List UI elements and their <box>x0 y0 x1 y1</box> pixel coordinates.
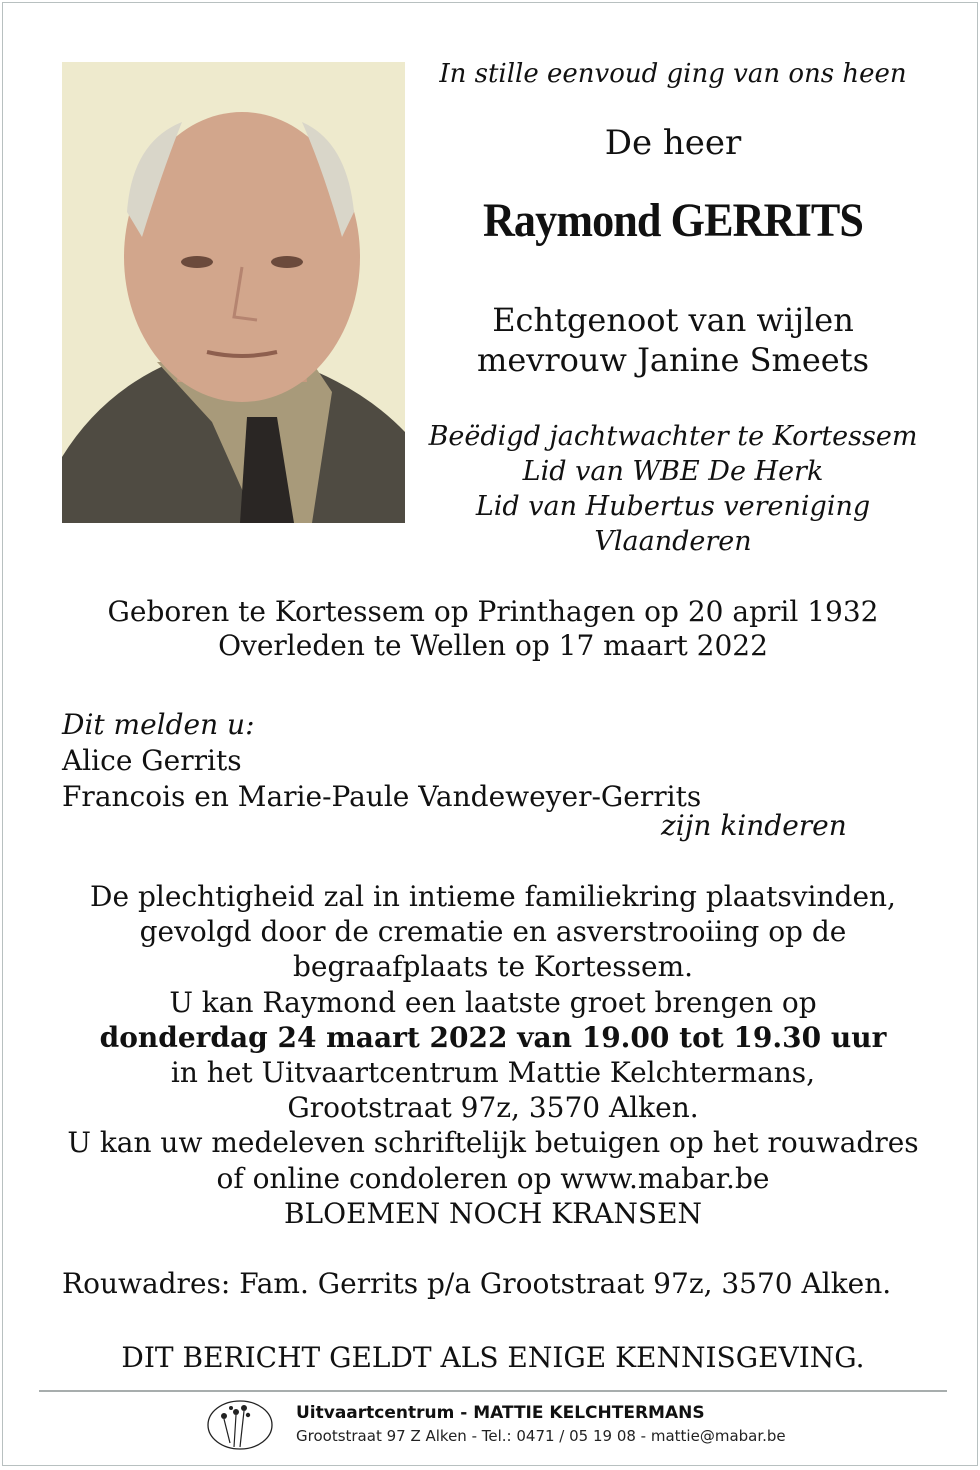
ceremony-line: Grootstraat 97z, 3570 Alken. <box>287 1091 699 1125</box>
birth-line: Geboren te Kortessem op Printhagen op 20 april 1932 <box>107 595 879 628</box>
honorific-title: De heer <box>604 123 742 163</box>
death-line: Overleden te Wellen op 17 maart 2022 <box>218 629 768 662</box>
role-item: Vlaanderen <box>594 526 752 557</box>
portrait-photo <box>62 62 405 523</box>
funeral-home-logo-icon <box>204 1397 276 1453</box>
announcer-name: Alice Gerrits <box>62 744 242 777</box>
ceremony-line: in het Uitvaartcentrum Mattie Kelchtermans, <box>170 1056 816 1090</box>
role-item: Lid van Hubertus vereniging <box>475 491 871 522</box>
ceremony-line: of online condoleren op www.mabar.be <box>216 1161 770 1195</box>
intro-line: In stille eenvoud ging van ons heen <box>439 59 907 89</box>
roles-list <box>408 419 938 559</box>
role-item: Beëdigd jachtwachter te Kortessem <box>428 421 918 452</box>
deceased-name: Raymond GERRITS <box>482 194 864 247</box>
ceremony-line: begraafplaats te Kortessem. <box>292 950 694 984</box>
mourning-address: Rouwadres: Fam. Gerrits p/a Grootstraat 97z, 3570 Alken. <box>62 1267 892 1300</box>
obituary-card <box>2 2 978 1466</box>
official-notice: DIT BERICHT GELDT ALS ENIGE KENNISGEVING. <box>121 1341 865 1374</box>
relation-note: zijn kinderen <box>661 809 847 842</box>
ceremony-line: U kan Raymond een laatste groet brengen op <box>169 985 817 1019</box>
footer-divider <box>39 1390 947 1392</box>
role-item: Lid van WBE De Herk <box>522 456 824 487</box>
ceremony-details <box>3 879 980 1231</box>
ceremony-line: De plechtigheid zal in intieme familiekring plaatsvinden, <box>90 880 896 913</box>
funeral-home-contact: Grootstraat 97 Z Alken - Tel.: 0471 / 05 19 08 - mattie@mabar.be <box>296 1427 786 1445</box>
life-dates <box>3 595 980 663</box>
ceremony-line: U kan uw medeleven schriftelijk betuigen op het rouwadres <box>67 1126 919 1160</box>
funeral-home-name: Uitvaartcentrum - MATTIE KELCHTERMANS <box>296 1403 705 1423</box>
visitation-time: donderdag 24 maart 2022 van 19.00 tot 19.30 uur <box>99 1020 887 1054</box>
ceremony-line: BLOEMEN NOCH KRANSEN <box>283 1196 703 1230</box>
announcer-name: Francois en Marie-Paule Vandeweyer-Gerrits <box>62 780 702 813</box>
ceremony-line: gevolgd door de crematie en asverstrooiing op de <box>139 915 847 949</box>
spouse-line-1: Echtgenoot van wijlen <box>492 301 854 339</box>
announcers-intro: Dit melden u: <box>62 708 255 741</box>
spouse-line-2: mevrouw Janine Smeets <box>477 341 869 379</box>
